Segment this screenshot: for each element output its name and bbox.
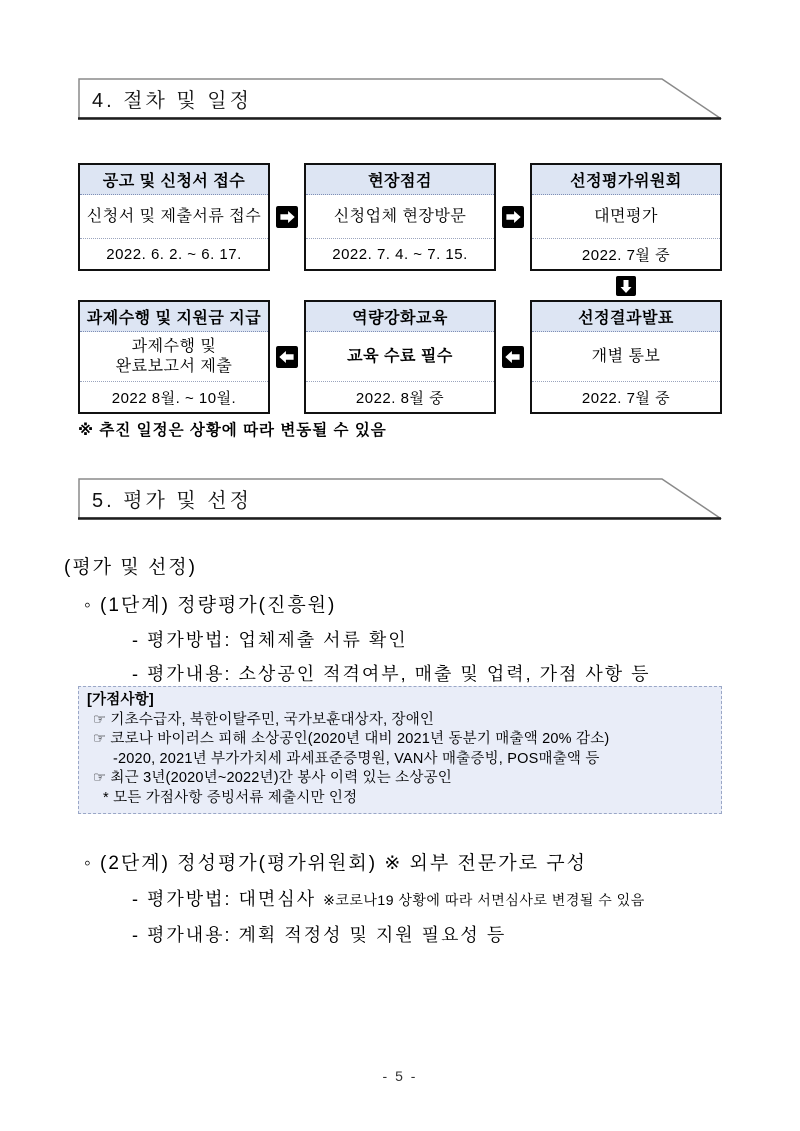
section5-banner [78,478,722,520]
bonus-box-title: [가점사항] [87,692,154,708]
bonus-item: ☞ 기초수급자, 북한이탈주민, 국가보훈대상자, 장애인 [93,711,435,728]
page-number: - 5 - [382,1068,418,1084]
stage1-heading: ◦ (1단계) 정량평가(진흥원) [84,595,337,616]
eval-intro-heading: (평가 및 선정) [64,557,197,578]
stage2-method-note: ※코로나19 상황에 따라 서면심사로 변경될 수 있음 [323,892,645,908]
evaluation-selection-block [64,552,744,694]
flow-box-header: 과제수행 및 지원금 지급 [80,302,268,332]
flow-box-header: 선정평가위원회 [532,165,720,195]
flow-box-body: 교육 수료 필수 [306,332,494,382]
stage2-method-label: - 평가방법: 대면심사 [132,889,317,909]
bonus-item: ☞ 코로나 바이러스 피해 소상공인(2020년 대비 2021년 동분기 매출액 20% 감소) [93,731,610,747]
flow-box-body [80,332,268,382]
bonus-item-continuation: -2020, 2021년 부가가치세 과세표준증명원, VAN사 매출증빙, POS매출액 등 [113,750,600,767]
stage2-block [64,848,764,957]
arrow-down-icon [530,271,722,300]
stage1-method: - 평가방법: 업체제출 서류 확인 [132,630,408,650]
flow-box-site-inspection [304,163,496,271]
flow-box-body: 대면평가 [532,195,720,239]
flow-box-date: 2022 8월. ~ 10월. [111,389,237,407]
flow-box-committee [530,163,722,271]
section4-title: 4. 절차 및 일정 [92,89,252,112]
flow-box-date: 2022. 7월 중 [581,389,671,407]
stage2-content: - 평가내용: 계획 적정성 및 지원 필요성 등 [132,925,507,945]
flow-box-body: 개별 통보 [532,332,720,382]
bonus-item-footnote: * 모든 가점사항 증빙서류 제출시만 인정 [103,789,358,806]
flow-box-education [304,300,496,414]
stage2-method [132,885,764,911]
flow-box-header: 역량강화교육 [306,302,494,332]
arrow-left-icon [496,300,530,414]
flow-box-application [78,163,270,271]
flow-box-task-execution [78,300,270,414]
flow-box-body: 신청업체 현장방문 [306,195,494,239]
flow-box-header: 선정결과발표 [532,302,720,332]
flow-box-date: 2022. 6. 2. ~ 6. 17. [106,245,242,263]
section5-title: 5. 평가 및 선정 [92,489,252,512]
schedule-change-note: ※ 추진 일정은 상황에 따라 변동될 수 있음 [78,422,387,439]
arrow-left-icon [270,300,304,414]
flow-box-date: 2022. 7. 4. ~ 7. 15. [332,245,468,263]
flow-box-body-line2: 완료보고서 제출 [115,357,233,375]
flow-box-header: 공고 및 신청서 접수 [80,165,268,195]
flow-box-body-line1: 과제수행 및 [131,337,217,355]
bonus-item: ☞ 최근 3년(2020년~2022년)간 봉사 이력 있는 소상공인 [93,770,452,786]
flow-box-header: 현장점검 [306,165,494,195]
flow-box-date: 2022. 7월 중 [581,246,671,264]
bonus-points-box [78,686,722,814]
flow-box-result-announcement [530,300,722,414]
arrow-right-icon [270,163,304,271]
arrow-right-icon [496,163,530,271]
schedule-flowchart [78,163,722,414]
stage1-content: - 평가내용: 소상공인 적격여부, 매출 및 업력, 가점 사항 등 [132,664,651,684]
section4-banner [78,78,722,120]
stage2-heading: ◦ (2단계) 정성평가(평가위원회) ※ 외부 전문가로 구성 [84,853,587,874]
flow-box-date: 2022. 8월 중 [355,389,445,407]
flow-box-body: 신청서 및 제출서류 접수 [80,195,268,239]
